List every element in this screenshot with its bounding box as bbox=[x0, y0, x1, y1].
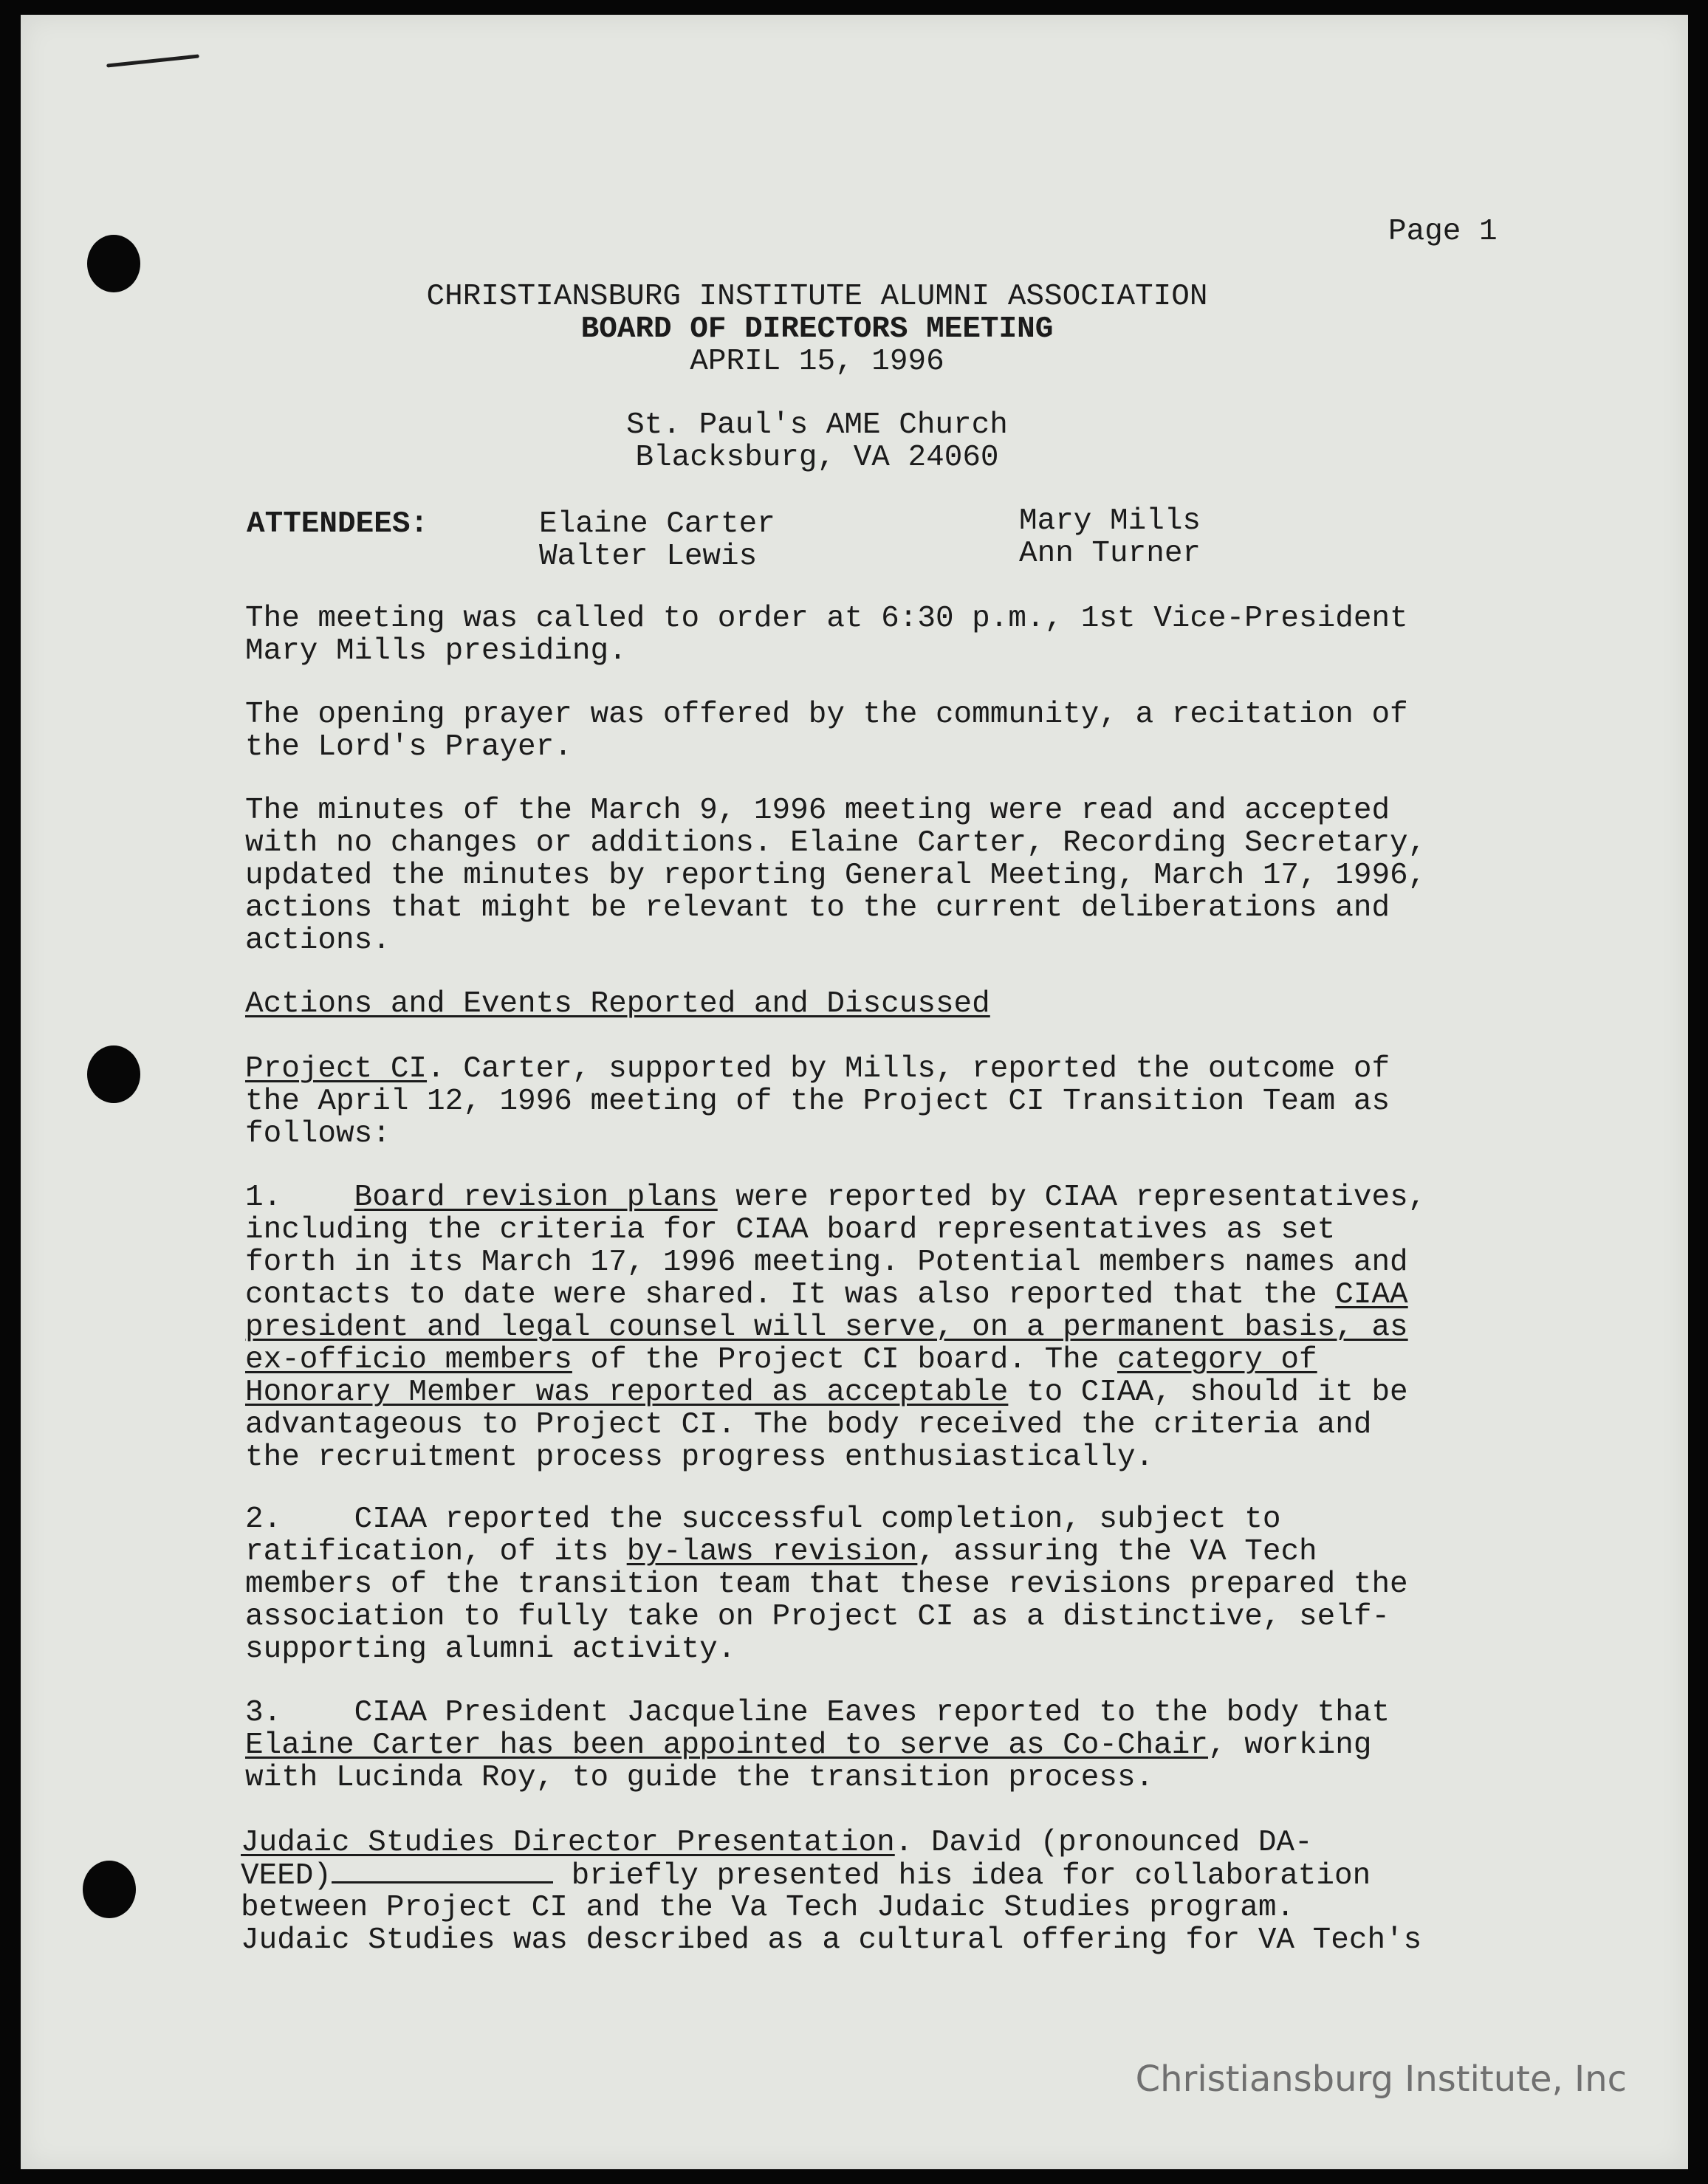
attendee-name: Mary Mills bbox=[1019, 504, 1201, 538]
text-run: of the Project CI board. The bbox=[572, 1343, 1117, 1377]
item-number: 1. bbox=[245, 1181, 282, 1215]
text-line: advantageous to Project CI. The body received the criteria and bbox=[245, 1408, 1372, 1442]
header-meeting: BOARD OF DIRECTORS MEETING bbox=[580, 312, 1054, 346]
watermark: Christiansburg Institute, Inc bbox=[1135, 2058, 1627, 2100]
project-ci-title: Project CI bbox=[245, 1052, 428, 1086]
attendee-name: Elaine Carter bbox=[539, 507, 775, 541]
text-line: The meeting was called to order at 6:30 p.m., 1st Vice-President bbox=[245, 602, 1408, 636]
text-line: forth in its March 17, 1996 meeting. Potential members names and bbox=[245, 1246, 1408, 1280]
text-line: the Lord's Prayer. bbox=[245, 730, 572, 764]
text-line: actions that might be relevant to the current deliberations and bbox=[245, 891, 1390, 925]
text-line: supporting alumni activity. bbox=[245, 1632, 736, 1666]
text-line: the April 12, 1996 meeting of the Project CI Transition Team as bbox=[245, 1085, 1390, 1119]
text-line: association to fully take on Project CI as a distinctive, self- bbox=[245, 1600, 1390, 1634]
text-run: VEED) bbox=[241, 1859, 332, 1893]
attendee-name: Walter Lewis bbox=[539, 540, 758, 574]
text-line: actions. bbox=[245, 924, 391, 958]
para-project-ci bbox=[245, 1053, 1574, 1150]
page-number: Page 1 bbox=[1388, 215, 1498, 249]
item-number: 3. bbox=[245, 1696, 282, 1730]
underlined-text: president and legal counsel will serve, on a permanent basis, as bbox=[245, 1311, 1408, 1345]
blank-underline bbox=[332, 1859, 553, 1883]
by-laws-revision: by-laws revision bbox=[626, 1535, 918, 1569]
text-run: ratification, of its bbox=[245, 1535, 627, 1569]
underlined-text: Elaine Carter has been appointed to serve as Co-Chair bbox=[245, 1728, 1209, 1762]
item-3 bbox=[245, 1697, 1574, 1794]
text-line: The opening prayer was offered by the community, a recitation of bbox=[245, 698, 1408, 732]
text-line: the recruitment process progress enthusiastically. bbox=[245, 1440, 1154, 1474]
text-line: between Project CI and the Va Tech Judaic Studies program. bbox=[241, 1891, 1295, 1925]
item-2 bbox=[245, 1503, 1574, 1666]
judaic-title: Judaic Studies Director Presentation bbox=[241, 1826, 895, 1860]
text-run: were reported by CIAA representatives, bbox=[717, 1181, 1427, 1215]
text-line: Mary Mills presiding. bbox=[245, 634, 627, 668]
text-run: CIAA reported the successful completion, subject to bbox=[354, 1503, 1281, 1536]
attendees-label: ATTENDEES: bbox=[247, 507, 429, 541]
text-run: CIAA President Jacqueline Eaves reported to the body that bbox=[354, 1696, 1390, 1730]
underlined-text: Honorary Member was reported as acceptable bbox=[245, 1376, 1009, 1409]
para-minutes bbox=[245, 794, 1574, 957]
header-org: CHRISTIANSBURG INSTITUTE ALUMNI ASSOCIATION bbox=[426, 280, 1208, 314]
header-address: Blacksburg, VA 24060 bbox=[635, 441, 999, 475]
text-line: follows: bbox=[245, 1117, 391, 1151]
text-line: including the criteria for CIAA board representatives as set bbox=[245, 1213, 1336, 1247]
text-line: members of the transition team that these revisions prepared the bbox=[245, 1567, 1408, 1601]
section-heading-text: Actions and Events Reported and Discussed bbox=[245, 987, 990, 1021]
text-run: , assuring the VA Tech bbox=[917, 1535, 1317, 1569]
text-run: to CIAA, should it be bbox=[1008, 1376, 1408, 1409]
text-line: with no changes or additions. Elaine Carter, Recording Secretary, bbox=[245, 826, 1427, 860]
para-judaic bbox=[241, 1827, 1570, 1957]
underlined-text: CIAA bbox=[1335, 1278, 1408, 1312]
attendee-name: Ann Turner bbox=[1019, 537, 1201, 571]
text-run: contacts to date were shared. It was also reported that the bbox=[245, 1278, 1336, 1312]
text-run: , working bbox=[1208, 1728, 1372, 1762]
header-venue: St. Paul's AME Church bbox=[626, 408, 1008, 442]
item-number: 2. bbox=[245, 1503, 282, 1536]
header-date: APRIL 15, 1996 bbox=[690, 345, 944, 379]
text-line: The minutes of the March 9, 1996 meeting were read and accepted bbox=[245, 794, 1390, 828]
section-heading bbox=[245, 988, 1574, 1020]
text-line: with Lucinda Roy, to guide the transition process. bbox=[245, 1761, 1154, 1795]
text-line: updated the minutes by reporting General Meeting, March 17, 1996, bbox=[245, 859, 1427, 893]
board-revision-plans: Board revision plans bbox=[354, 1181, 718, 1215]
underlined-text: ex-officio members bbox=[245, 1343, 572, 1377]
text-line: Judaic Studies was described as a cultural offering for VA Tech's bbox=[241, 1923, 1422, 1957]
text-run: . David (pronounced DA- bbox=[894, 1826, 1313, 1860]
underlined-text: category of bbox=[1117, 1343, 1317, 1377]
item-1 bbox=[245, 1181, 1574, 1474]
text-run: . Carter, supported by Mills, reported the outcome of bbox=[427, 1052, 1390, 1086]
text-run: briefly presented his idea for collaboration bbox=[553, 1859, 1371, 1893]
para-call-to-order bbox=[245, 602, 1574, 667]
para-prayer bbox=[245, 698, 1574, 763]
